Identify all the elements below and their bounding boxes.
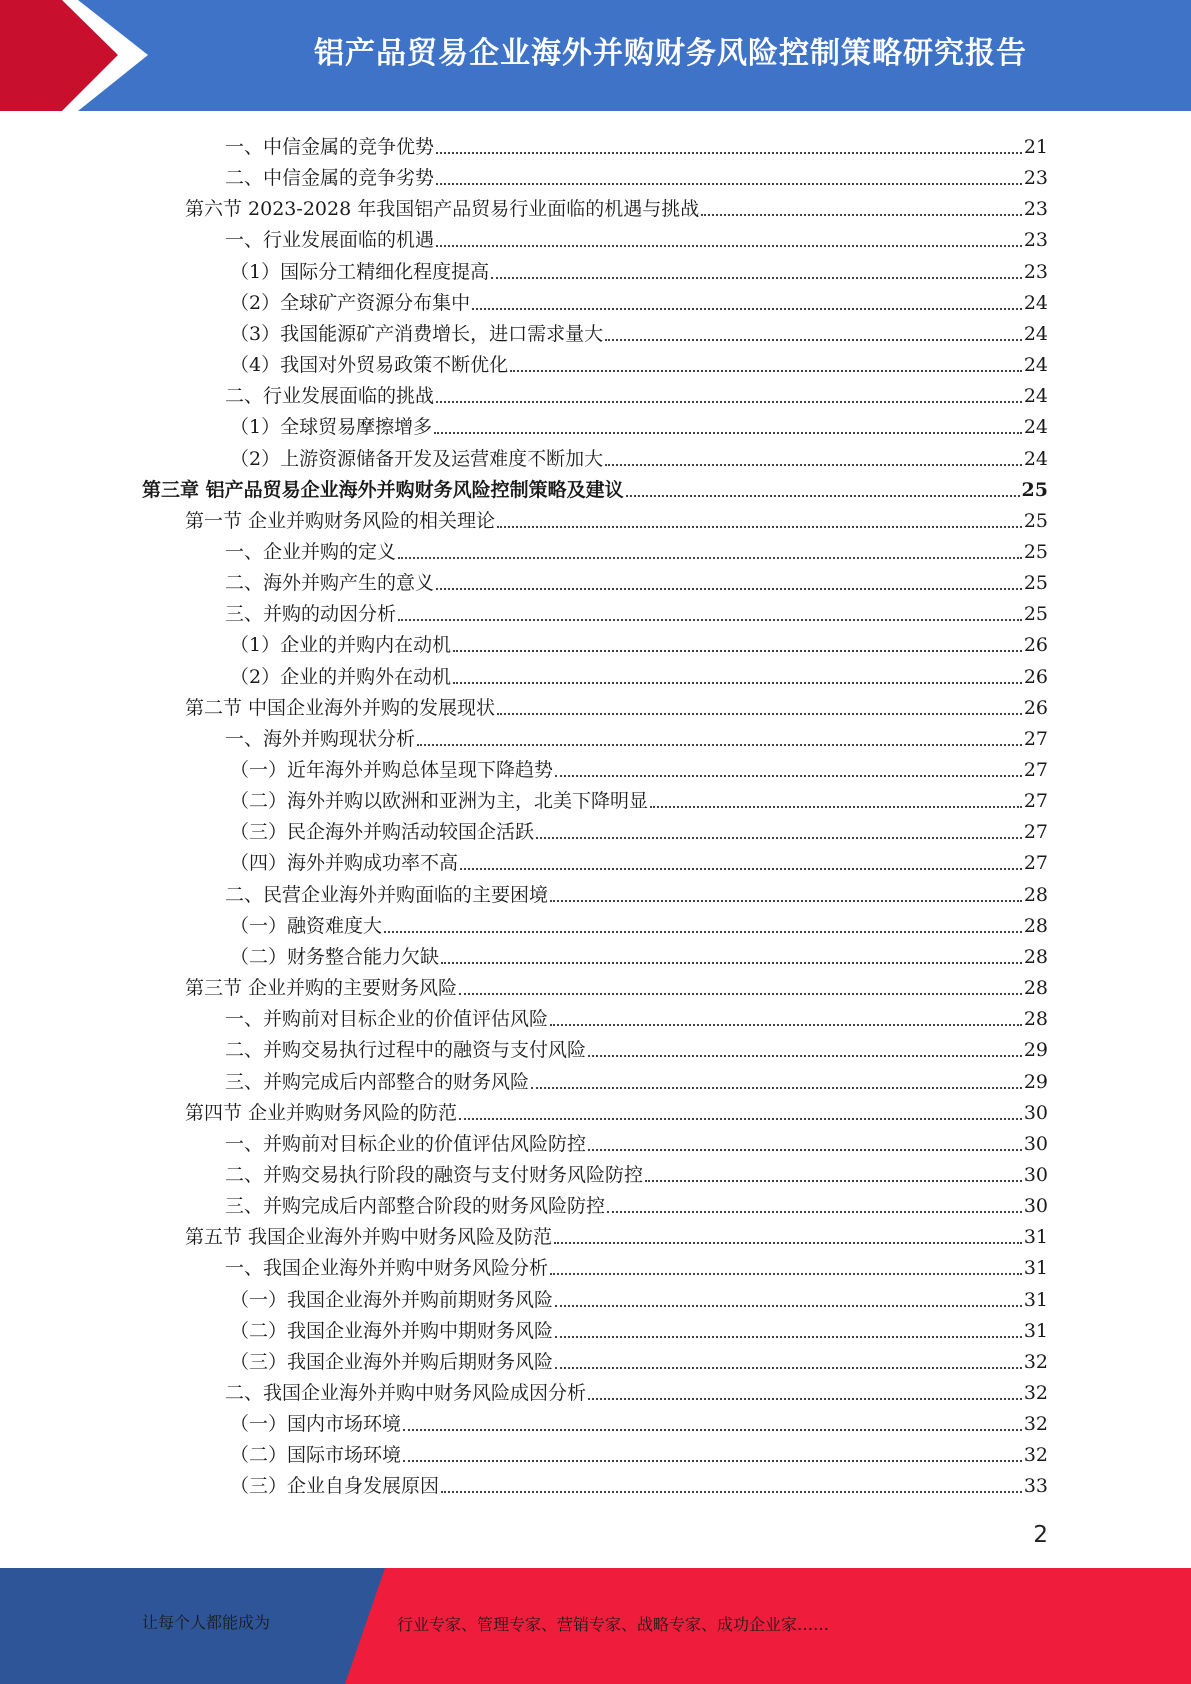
- toc-entry-page: 32: [1023, 1444, 1048, 1467]
- toc-entry-title: 三、并购的动因分析: [225, 603, 397, 626]
- toc-leader-dots: [403, 1429, 1022, 1431]
- toc-leader-dots: [453, 650, 1022, 652]
- toc-entry-page: 23: [1023, 260, 1048, 283]
- toc-entry-title: （3）我国能源矿产消费增长，进口需求量大: [230, 322, 604, 345]
- toc-entry-title: （2）全球矿产资源分布集中: [230, 291, 471, 314]
- toc-entry[interactable]: [230, 813, 1048, 844]
- toc-entry-title: 一、并购前对目标企业的价值评估风险防控: [225, 1132, 587, 1155]
- toc-leader-dots: [605, 464, 1022, 466]
- toc-leader-dots: [531, 1087, 1022, 1089]
- toc-entry[interactable]: [225, 876, 1048, 907]
- toc-entry[interactable]: [230, 782, 1048, 813]
- toc-leader-dots: [555, 775, 1022, 777]
- toc-leader-dots: [555, 1305, 1022, 1307]
- toc-entry-page: 28: [1023, 977, 1048, 1000]
- toc-entry-title: （三）民企海外并购活动较国企活跃: [230, 821, 535, 844]
- toc-entry-title: 第一节 企业并购财务风险的相关理论: [185, 509, 496, 532]
- toc-entry-page: 26: [1023, 634, 1048, 657]
- toc-entry-page: 28: [1023, 914, 1048, 937]
- toc-entry-title: （一）国内市场环境: [230, 1413, 402, 1436]
- toc-entry-title: 一、海外并购现状分析: [225, 727, 416, 750]
- toc-entry-title: （2）上游资源储备开发及运营难度不断加大: [230, 447, 604, 470]
- report-title: 铝产品贸易企业海外并购财务风险控制策略研究报告: [314, 36, 1027, 71]
- toc-entry[interactable]: [225, 1000, 1048, 1031]
- toc-entry-page: 32: [1023, 1382, 1048, 1404]
- toc-entry-page: 31: [1023, 1257, 1048, 1280]
- footer-slogan-left: 让每个人都能成为: [142, 1613, 271, 1632]
- header-arrow-decoration: [0, 0, 150, 111]
- toc-entry-page: 29: [1023, 1070, 1048, 1093]
- toc-entry-page: 24: [1023, 385, 1048, 408]
- toc-entry-title: 二、我国企业海外并购中财务风险成因分析: [225, 1382, 587, 1404]
- toc-entry-title: 三、并购完成后内部整合的财务风险: [225, 1070, 530, 1093]
- toc-leader-dots: [554, 1242, 1022, 1244]
- toc-leader-dots: [436, 152, 1022, 154]
- toc-entry[interactable]: [185, 1094, 1048, 1125]
- toc-entry[interactable]: [225, 595, 1048, 626]
- toc-leader-dots: [701, 214, 1022, 216]
- toc-entry-title: 二、行业发展面临的挑战: [225, 385, 435, 408]
- toc-leader-dots: [436, 588, 1022, 590]
- toc-leader-dots: [588, 1398, 1022, 1400]
- toc-entry-page: 24: [1023, 447, 1048, 470]
- toc-entry-page: 24: [1023, 291, 1048, 314]
- toc-entry[interactable]: [225, 1156, 1048, 1187]
- toc-leader-dots: [588, 1149, 1022, 1151]
- toc-entry-page: 31: [1023, 1226, 1048, 1249]
- toc-entry-title: 一、我国企业海外并购中财务风险分析: [225, 1257, 549, 1280]
- toc-entry[interactable]: [230, 1312, 1048, 1343]
- toc-leader-dots: [417, 744, 1022, 746]
- toc-entry[interactable]: [230, 440, 1048, 471]
- toc-entry[interactable]: [230, 315, 1048, 346]
- toc-entry-page: 23: [1023, 229, 1048, 252]
- toc-entry[interactable]: [225, 564, 1048, 595]
- toc-entry-title: （三）我国企业海外并购后期财务风险: [230, 1350, 554, 1373]
- toc-entry[interactable]: [225, 377, 1048, 408]
- toc-entry-page: 25: [1021, 478, 1048, 501]
- toc-leader-dots: [459, 993, 1022, 995]
- toc-entry-page: 27: [1023, 821, 1048, 844]
- toc-entry-page: 25: [1023, 572, 1048, 595]
- toc-leader-dots: [434, 432, 1022, 434]
- toc-entry-title: （二）财务整合能力欠缺: [230, 945, 440, 968]
- toc-entry-title: 二、海外并购产生的意义: [225, 572, 435, 595]
- toc-leader-dots: [588, 1055, 1022, 1057]
- toc-leader-dots: [550, 1024, 1022, 1026]
- toc-entry-title: （一）近年海外并购总体呈现下降趋势: [230, 759, 554, 781]
- toc-entry-page: 24: [1023, 322, 1048, 345]
- toc-entry-page: 21: [1023, 136, 1048, 158]
- toc-leader-dots: [650, 806, 1022, 808]
- toc-entry[interactable]: [225, 159, 1048, 190]
- toc-entry[interactable]: [230, 938, 1048, 969]
- toc-entry[interactable]: [225, 128, 1048, 159]
- toc-leader-dots: [436, 245, 1022, 247]
- footer-slogan-right: 行业专家、管理专家、营销专家、战略专家、成功企业家……: [397, 1615, 830, 1634]
- page-header: [0, 0, 1191, 111]
- toc-entry-title: 第六节 2023-2028 年我国铝产品贸易行业面临的机遇与挑战: [185, 198, 700, 221]
- toc-entry-title: （二）海外并购以欧洲和亚洲为主，北美下降明显: [230, 790, 649, 813]
- toc-entry[interactable]: [230, 1405, 1048, 1436]
- toc-leader-dots: [555, 1367, 1022, 1369]
- toc-entry-title: 一、企业并购的定义: [225, 540, 397, 563]
- toc-entry-page: 31: [1023, 1288, 1048, 1311]
- toc-entry-page: 25: [1023, 509, 1048, 532]
- toc-leader-dots: [398, 619, 1022, 621]
- toc-entry-page: 32: [1023, 1350, 1048, 1373]
- toc-entry-page: 28: [1023, 1008, 1048, 1031]
- toc-entry-title: 二、中信金属的竞争劣势: [225, 167, 435, 190]
- toc-entry-title: （四）海外并购成功率不高: [230, 852, 459, 875]
- toc-entry-title: （三）企业自身发展原因: [230, 1475, 440, 1498]
- toc-entry-page: 33: [1023, 1475, 1048, 1498]
- toc-leader-dots: [626, 495, 1020, 497]
- toc-leader-dots: [436, 401, 1022, 403]
- toc-entry[interactable]: [230, 284, 1048, 315]
- toc-entry-page: 30: [1023, 1163, 1048, 1186]
- toc-entry-title: （1）国际分工精细化程度提高: [230, 260, 490, 283]
- toc-entry[interactable]: [225, 221, 1048, 252]
- toc-entry-title: （4）我国对外贸易政策不断优化: [230, 354, 509, 377]
- toc-entry-title: 第二节 中国企业海外并购的发展现状: [185, 696, 496, 719]
- toc-leader-dots: [459, 1118, 1022, 1120]
- toc-entry-page: 32: [1023, 1413, 1048, 1436]
- toc-entry-page: 27: [1023, 727, 1048, 750]
- toc-entry[interactable]: [230, 626, 1048, 657]
- toc-entry[interactable]: [230, 907, 1048, 938]
- toc-leader-dots: [403, 1460, 1022, 1462]
- toc-entry-title: （一）融资难度大: [230, 914, 383, 937]
- toc-entry-title: （1）全球贸易摩擦增多: [230, 416, 433, 439]
- toc-entry-page: 30: [1023, 1195, 1048, 1218]
- toc-entry-page: 23: [1023, 198, 1048, 221]
- toc-leader-dots: [398, 557, 1022, 559]
- toc-entry-page: 24: [1023, 416, 1048, 439]
- toc-entry-title: （二）国际市场环境: [230, 1444, 402, 1467]
- toc-leader-dots: [436, 183, 1022, 185]
- toc-entry[interactable]: [230, 658, 1048, 689]
- toc-entry-title: 二、并购交易执行阶段的融资与支付财务风险防控: [225, 1163, 644, 1186]
- toc-leader-dots: [441, 962, 1022, 964]
- toc-leader-dots: [510, 370, 1022, 372]
- toc-entry[interactable]: [230, 1281, 1048, 1312]
- toc-entry[interactable]: [225, 1125, 1048, 1156]
- toc-entry-title: 三、并购完成后内部整合阶段的财务风险防控: [225, 1195, 606, 1218]
- toc-entry-page: 26: [1023, 696, 1048, 719]
- toc-entry[interactable]: [230, 1436, 1048, 1467]
- toc-leader-dots: [453, 682, 1022, 684]
- toc-entry[interactable]: [230, 253, 1048, 284]
- toc-entry-page: 27: [1023, 759, 1048, 781]
- toc-entry-title: 第三节 企业并购的主要财务风险: [185, 977, 458, 1000]
- toc-entry[interactable]: [230, 751, 1048, 782]
- toc-entry[interactable]: [225, 533, 1048, 564]
- toc-leader-dots: [472, 308, 1022, 310]
- toc-leader-dots: [550, 900, 1022, 902]
- toc-entry-page: 27: [1023, 852, 1048, 875]
- page-number: 2: [1033, 1522, 1048, 1548]
- toc-entry[interactable]: [185, 1218, 1048, 1249]
- toc-entry-page: 30: [1023, 1132, 1048, 1155]
- toc-leader-dots: [497, 526, 1022, 528]
- toc-entry-page: 30: [1023, 1101, 1048, 1124]
- toc-entry[interactable]: [225, 1187, 1048, 1218]
- toc-entry-title: （2）企业的并购外在动机: [230, 665, 452, 688]
- toc-entry-page: 27: [1023, 790, 1048, 813]
- toc-entry[interactable]: [225, 1374, 1048, 1405]
- toc-leader-dots: [497, 713, 1022, 715]
- toc-leader-dots: [491, 277, 1022, 279]
- toc-entry-title: 第五节 我国企业海外并购中财务风险及防范: [185, 1226, 553, 1249]
- toc-leader-dots: [645, 1180, 1022, 1182]
- toc-leader-dots: [536, 837, 1022, 839]
- toc-leader-dots: [607, 1211, 1022, 1213]
- toc-entry-title: （一）我国企业海外并购前期财务风险: [230, 1288, 554, 1311]
- toc-entry-title: （1）企业的并购内在动机: [230, 634, 452, 657]
- toc-entry[interactable]: [185, 502, 1048, 533]
- toc-entry[interactable]: [230, 346, 1048, 377]
- toc-entry[interactable]: [225, 720, 1048, 751]
- toc-entry-title: （二）我国企业海外并购中期财务风险: [230, 1319, 554, 1342]
- toc-entry-title: 第四节 企业并购财务风险的防范: [185, 1101, 458, 1124]
- toc-entry-page: 31: [1023, 1319, 1048, 1342]
- toc-entry-page: 28: [1023, 945, 1048, 968]
- toc-entry-page: 25: [1023, 603, 1048, 626]
- toc-entry-title: 二、并购交易执行过程中的融资与支付风险: [225, 1039, 587, 1062]
- toc-entry[interactable]: [230, 844, 1048, 875]
- toc-entry[interactable]: [225, 1031, 1048, 1062]
- toc-entry-title: 一、中信金属的竞争优势: [225, 136, 435, 158]
- toc-leader-dots: [441, 1491, 1022, 1493]
- toc-entry-title: 二、民营企业海外并购面临的主要困境: [225, 883, 549, 906]
- toc-entry-title: 一、并购前对目标企业的价值评估风险: [225, 1008, 549, 1031]
- toc-leader-dots: [460, 868, 1022, 870]
- toc-entry-title: 第三章 铝产品贸易企业海外并购财务风险控制策略及建议: [142, 478, 624, 501]
- toc-entry-title: 一、行业发展面临的机遇: [225, 229, 435, 252]
- toc-entry[interactable]: [185, 190, 1048, 221]
- toc-entry[interactable]: [230, 1343, 1048, 1374]
- toc-leader-dots: [384, 931, 1022, 933]
- toc-entry[interactable]: [142, 471, 1048, 502]
- toc-entry[interactable]: [225, 1249, 1048, 1280]
- toc-leader-dots: [550, 1273, 1022, 1275]
- toc-entry[interactable]: [185, 969, 1048, 1000]
- toc-entry-page: 29: [1023, 1039, 1048, 1062]
- toc-entry-page: 28: [1023, 883, 1048, 906]
- toc-entry-page: 23: [1023, 167, 1048, 190]
- toc-entry-page: 26: [1023, 665, 1048, 688]
- toc-entry[interactable]: [230, 1467, 1048, 1498]
- toc-entry[interactable]: [225, 1063, 1048, 1094]
- toc-entry-page: 25: [1023, 540, 1048, 563]
- toc-leader-dots: [555, 1336, 1022, 1338]
- toc-entry-page: 24: [1023, 354, 1048, 377]
- toc-leader-dots: [605, 339, 1022, 341]
- toc-entry[interactable]: [230, 408, 1048, 439]
- toc-entry[interactable]: [185, 689, 1048, 720]
